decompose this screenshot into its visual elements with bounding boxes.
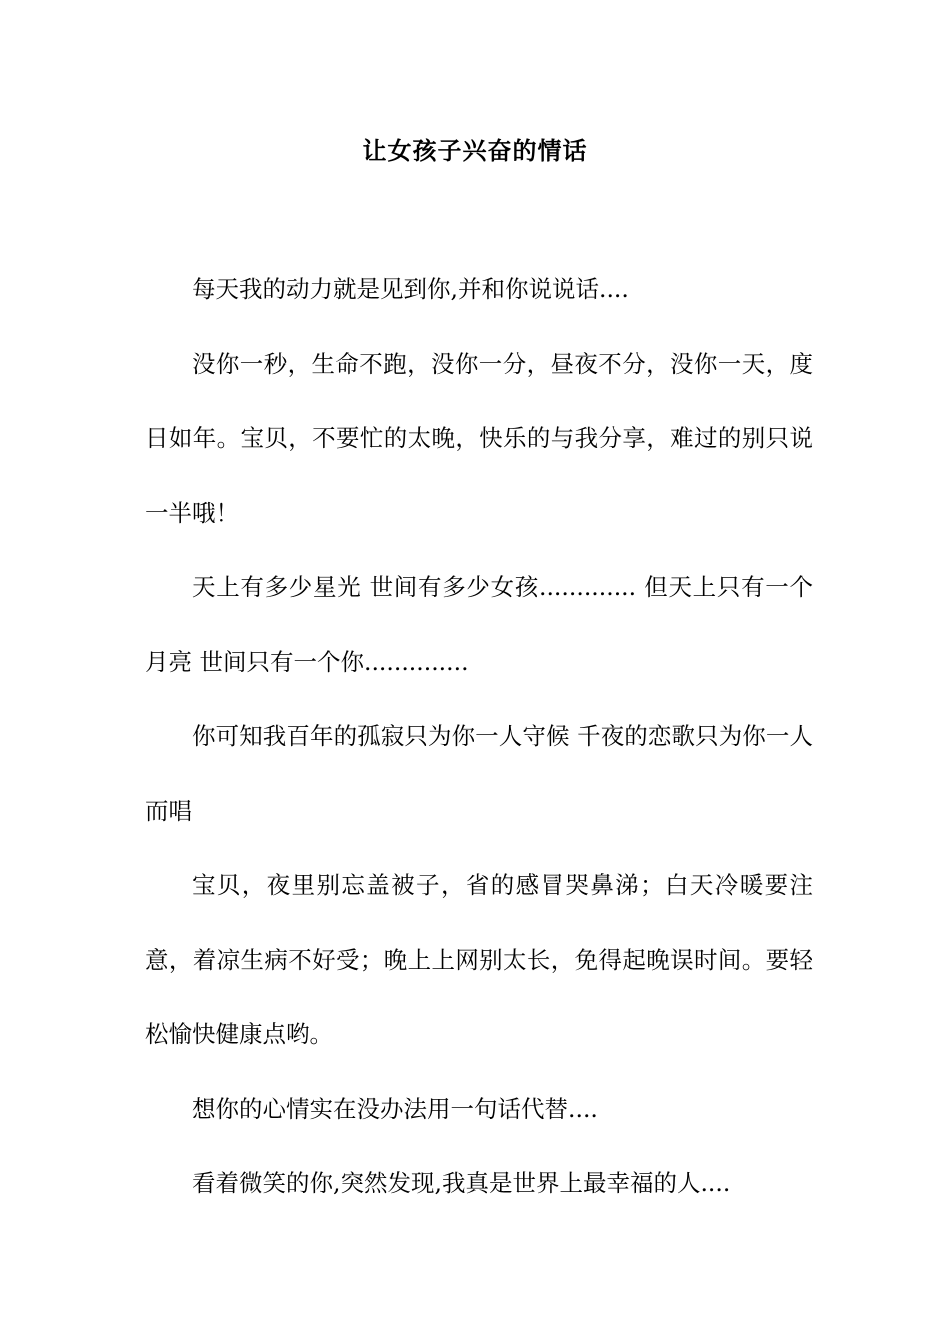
paragraph: 你可知我百年的孤寂只为你一人守候 千夜的恋歌只为你一人而唱 [145, 722, 813, 825]
paragraph: 看着微笑的你,突然发现,我真是世界上最幸福的人.... [192, 1169, 731, 1197]
document-title: 让女孩子兴奋的情话 [362, 136, 588, 165]
paragraph: 没你一秒，生命不跑，没你一分，昼夜不分，没你一天，度日如年。宝贝，不要忙的太晚，快乐的与我分享，难过的别只说一半哦！ [145, 349, 813, 527]
paragraph: 宝贝，夜里别忘盖被子，省的感冒哭鼻涕；白天冷暖要注意，着凉生病不好受；晚上上网别太长，免得起晚误时间。要轻松愉快健康点哟。 [145, 871, 813, 1048]
paragraph: 每天我的动力就是见到你,并和你说说话.... [192, 275, 629, 303]
paragraph: 想你的心情实在没办法用一句话代替.... [192, 1094, 598, 1123]
document-body [145, 252, 813, 1221]
paragraph: 天上有多少星光 世间有多少女孩............. 但天上只有一个月亮 世间只有一个你.............. [145, 573, 813, 676]
